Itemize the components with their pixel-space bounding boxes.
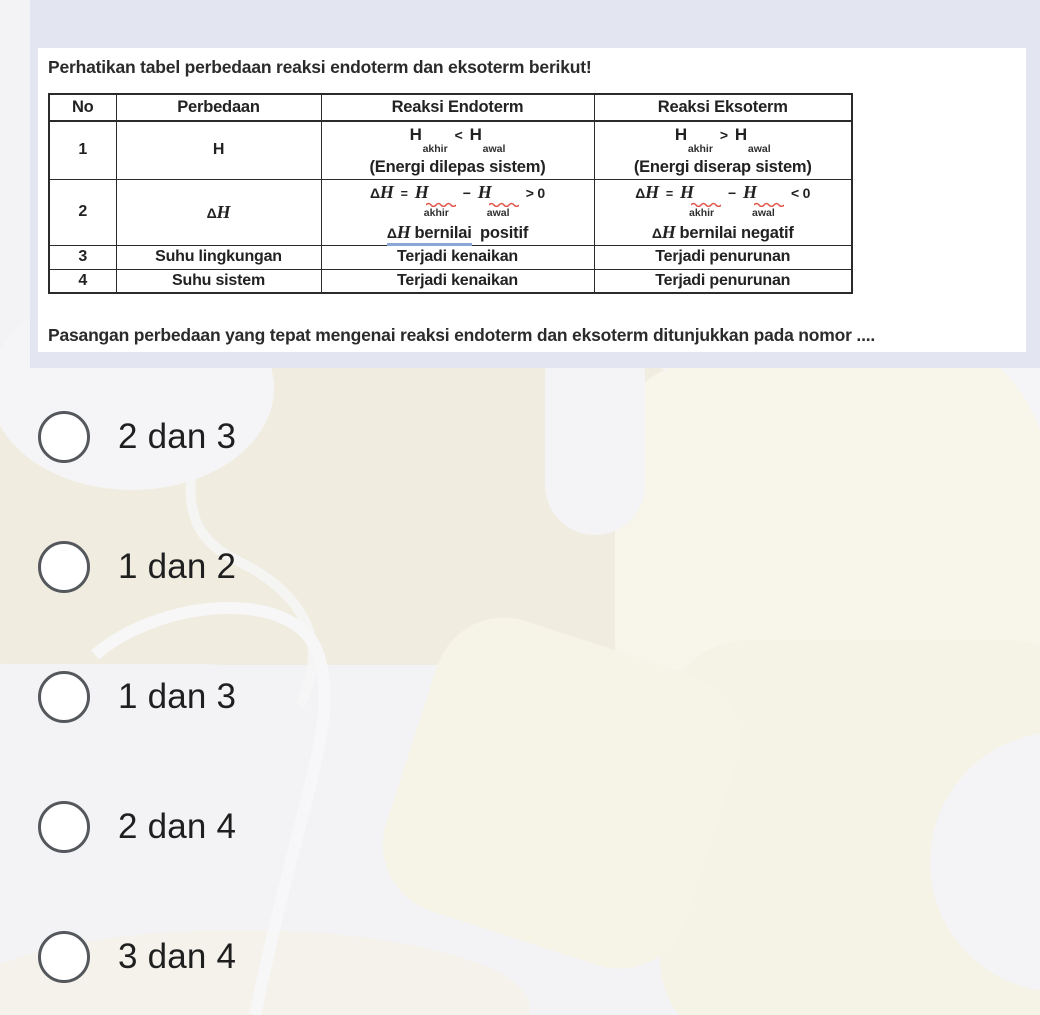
header-endoterm: Reaksi Endoterm	[321, 94, 594, 121]
table-row	[49, 269, 852, 293]
answer-option-label: 2 dan 3	[118, 417, 237, 456]
grammar-underline: ΔH bernilai	[387, 224, 472, 246]
cell-perbedaan: ΔH	[116, 179, 321, 245]
cell-no: 3	[49, 245, 116, 269]
table-row	[49, 121, 852, 179]
cell-eksoterm: Terjadi penurunan	[594, 245, 852, 269]
formula-note: (Energi diserap sistem)	[633, 158, 812, 177]
formula-note: ΔH bernilai positif	[324, 222, 592, 243]
cell-eksoterm	[594, 121, 852, 179]
formula: H akhir > H awal	[674, 124, 771, 155]
radio-button[interactable]	[38, 411, 90, 463]
answer-option-label: 2 dan 4	[118, 807, 237, 846]
answer-option-1[interactable]	[38, 411, 236, 463]
answer-option-2[interactable]	[38, 541, 236, 593]
table-header-row	[49, 94, 852, 121]
answer-option-4[interactable]	[38, 801, 236, 853]
cell-perbedaan: Suhu sistem	[116, 269, 321, 293]
comparison-table	[48, 93, 853, 294]
cell-no: 1	[49, 121, 116, 179]
question-card	[38, 48, 1026, 352]
answer-option-label: 1 dan 3	[118, 677, 237, 716]
formula: ΔH = H akhir − H awal > 0	[369, 181, 546, 219]
cell-perbedaan: H	[116, 121, 321, 179]
formula-note: ΔH bernilai negatif	[651, 222, 794, 243]
radio-button[interactable]	[38, 801, 90, 853]
cell-endoterm	[321, 121, 594, 179]
cell-endoterm: Terjadi kenaikan	[321, 269, 594, 293]
cell-endoterm	[321, 179, 594, 245]
answer-option-label: 3 dan 4	[118, 937, 237, 976]
answer-option-label: 1 dan 2	[118, 547, 237, 586]
cell-eksoterm	[594, 179, 852, 245]
answer-option-3[interactable]	[38, 671, 236, 723]
header-eksoterm: Reaksi Eksoterm	[594, 94, 852, 121]
question-prompt: Pasangan perbedaan yang tepat mengenai reaksi endoterm dan eksoterm ditunjukkan pada nomor ....	[48, 325, 876, 345]
radio-button[interactable]	[38, 931, 90, 983]
formula: H akhir < H awal	[409, 124, 506, 155]
answer-option-5[interactable]	[38, 931, 236, 983]
header-no: No	[49, 94, 116, 121]
table-row	[49, 245, 852, 269]
cell-eksoterm: Terjadi penurunan	[594, 269, 852, 293]
formula-note: (Energi dilepas sistem)	[369, 158, 546, 177]
radio-button[interactable]	[38, 671, 90, 723]
cell-perbedaan: Suhu lingkungan	[116, 245, 321, 269]
formula: ΔH = H akhir − H awal < 0	[635, 181, 811, 219]
question-title: Perhatikan tabel perbedaan reaksi endoterm dan eksoterm berikut!	[48, 57, 592, 77]
header-perbedaan: Perbedaan	[116, 94, 321, 121]
cell-no: 4	[49, 269, 116, 293]
cell-endoterm: Terjadi kenaikan	[321, 245, 594, 269]
table-row	[49, 179, 852, 245]
cell-no: 2	[49, 179, 116, 245]
radio-button[interactable]	[38, 541, 90, 593]
